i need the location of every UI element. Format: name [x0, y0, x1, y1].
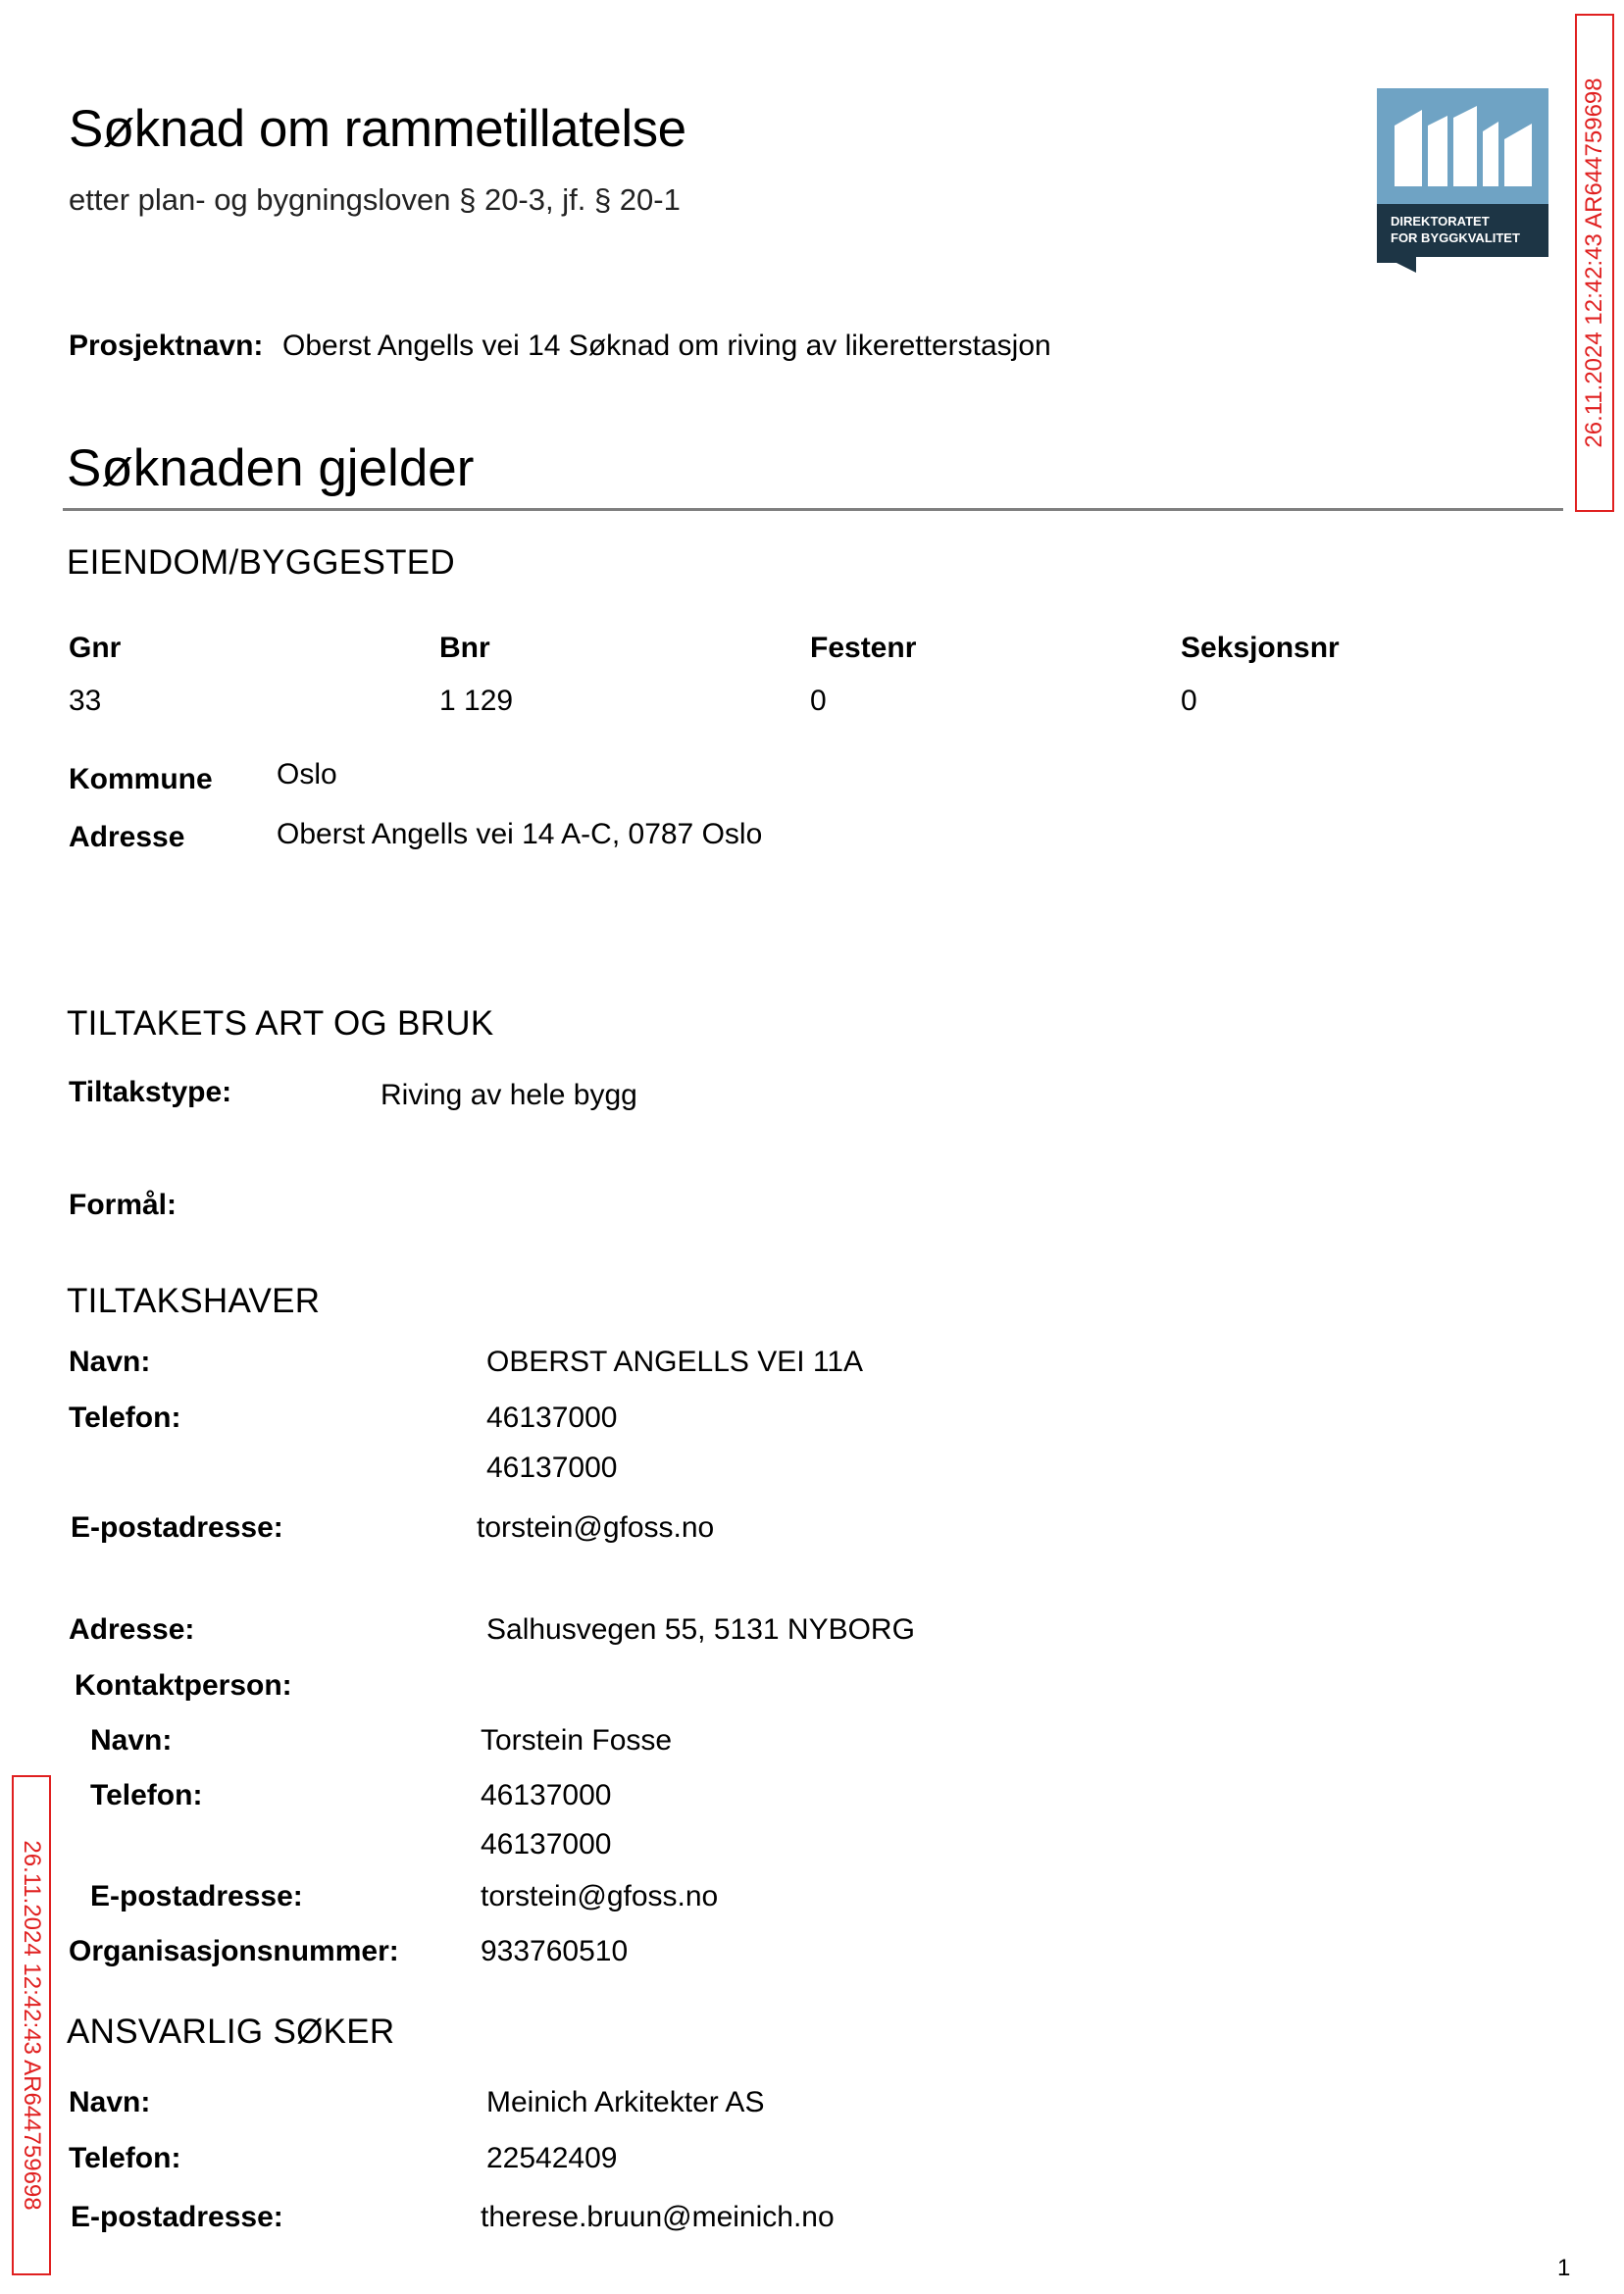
document-subtitle: etter plan- og bygningsloven § 20-3, jf. § 20-1	[69, 182, 681, 217]
measure-heading: TILTAKETS ART OG BRUK	[67, 1004, 494, 1043]
section-divider	[63, 508, 1563, 511]
date-stamp-right-text: 26.11.2024 12:42:43 AR644759698	[1581, 77, 1607, 448]
contact-name-value: Torstein Fosse	[481, 1724, 673, 1757]
measure-type-value: Riving av hele bygg	[381, 1079, 637, 1111]
festenr-value: 0	[810, 685, 827, 717]
org-number-label: Organisasjonsnummer:	[69, 1935, 399, 1967]
applicant-name-label: Navn:	[69, 2086, 151, 2118]
applicant-phone-value: 22542409	[486, 2142, 618, 2174]
owner-email-label: E-postadresse:	[71, 1511, 283, 1544]
contact-phone-label: Telefon:	[90, 1779, 203, 1811]
bnr-label: Bnr	[439, 632, 490, 664]
project-value: Oberst Angells vei 14 Søknad om riving av likeretterstasjon	[282, 330, 1051, 362]
date-stamp-right	[1575, 14, 1614, 512]
owner-phone2-value: 46137000	[486, 1452, 618, 1484]
applicant-email-value: therese.bruun@meinich.no	[481, 2201, 835, 2233]
document-title: Søknad om rammetillatelse	[69, 100, 686, 158]
logo-text-line1: DIREKTORATET	[1391, 214, 1490, 229]
project-label: Prosjektnavn:	[69, 330, 264, 362]
adresse-label: Adresse	[69, 821, 185, 853]
contact-email-label: E-postadresse:	[90, 1880, 303, 1912]
page-number: 1	[1557, 2255, 1571, 2281]
purpose-label: Formål:	[69, 1189, 178, 1221]
adresse-value: Oberst Angells vei 14 A-C, 0787 Oslo	[277, 818, 763, 850]
gnr-label: Gnr	[69, 632, 122, 664]
gnr-value: 33	[69, 685, 102, 717]
date-stamp-left-text: 26.11.2024 12:42:43 AR644759698	[19, 1840, 45, 2211]
owner-name-label: Navn:	[69, 1346, 151, 1378]
owner-heading: TILTAKSHAVER	[67, 1282, 321, 1320]
contact-phone2-value: 46137000	[481, 1828, 612, 1861]
applicant-heading: ANSVARLIG SØKER	[67, 2013, 395, 2051]
owner-address-value: Salhusvegen 55, 5131 NYBORG	[486, 1613, 915, 1646]
org-number-value: 933760510	[481, 1935, 629, 1967]
seksjonsnr-value: 0	[1181, 685, 1197, 717]
applicant-email-label: E-postadresse:	[71, 2201, 283, 2233]
property-heading: EIENDOM/BYGGESTED	[67, 543, 455, 582]
contact-phone1-value: 46137000	[481, 1779, 612, 1811]
kommune-value: Oslo	[277, 758, 337, 790]
contact-person-label: Kontaktperson:	[75, 1669, 292, 1702]
applicant-phone-label: Telefon:	[69, 2142, 181, 2174]
contact-name-label: Navn:	[90, 1724, 173, 1757]
festenr-label: Festenr	[810, 632, 917, 664]
applicant-name-value: Meinich Arkitekter AS	[486, 2086, 765, 2118]
contact-email-value: torstein@gfoss.no	[481, 1880, 719, 1912]
seksjonsnr-label: Seksjonsnr	[1181, 632, 1340, 664]
kommune-label: Kommune	[69, 763, 213, 795]
logo-graphic-icon	[1377, 88, 1548, 275]
owner-name-value: OBERST ANGELLS VEI 11A	[486, 1346, 864, 1378]
owner-email-value: torstein@gfoss.no	[477, 1511, 715, 1544]
section-heading: Søknaden gjelder	[67, 439, 475, 497]
owner-phone1-value: 46137000	[486, 1402, 618, 1434]
date-stamp-left	[12, 1775, 51, 2275]
owner-address-label: Adresse:	[69, 1613, 195, 1646]
owner-phone-label: Telefon:	[69, 1402, 181, 1434]
logo-text-line2: FOR BYGGKVALITET	[1391, 230, 1520, 245]
measure-type-label: Tiltakstype:	[69, 1076, 232, 1108]
bnr-value: 1 129	[439, 685, 514, 717]
dibk-logo	[1377, 88, 1548, 275]
